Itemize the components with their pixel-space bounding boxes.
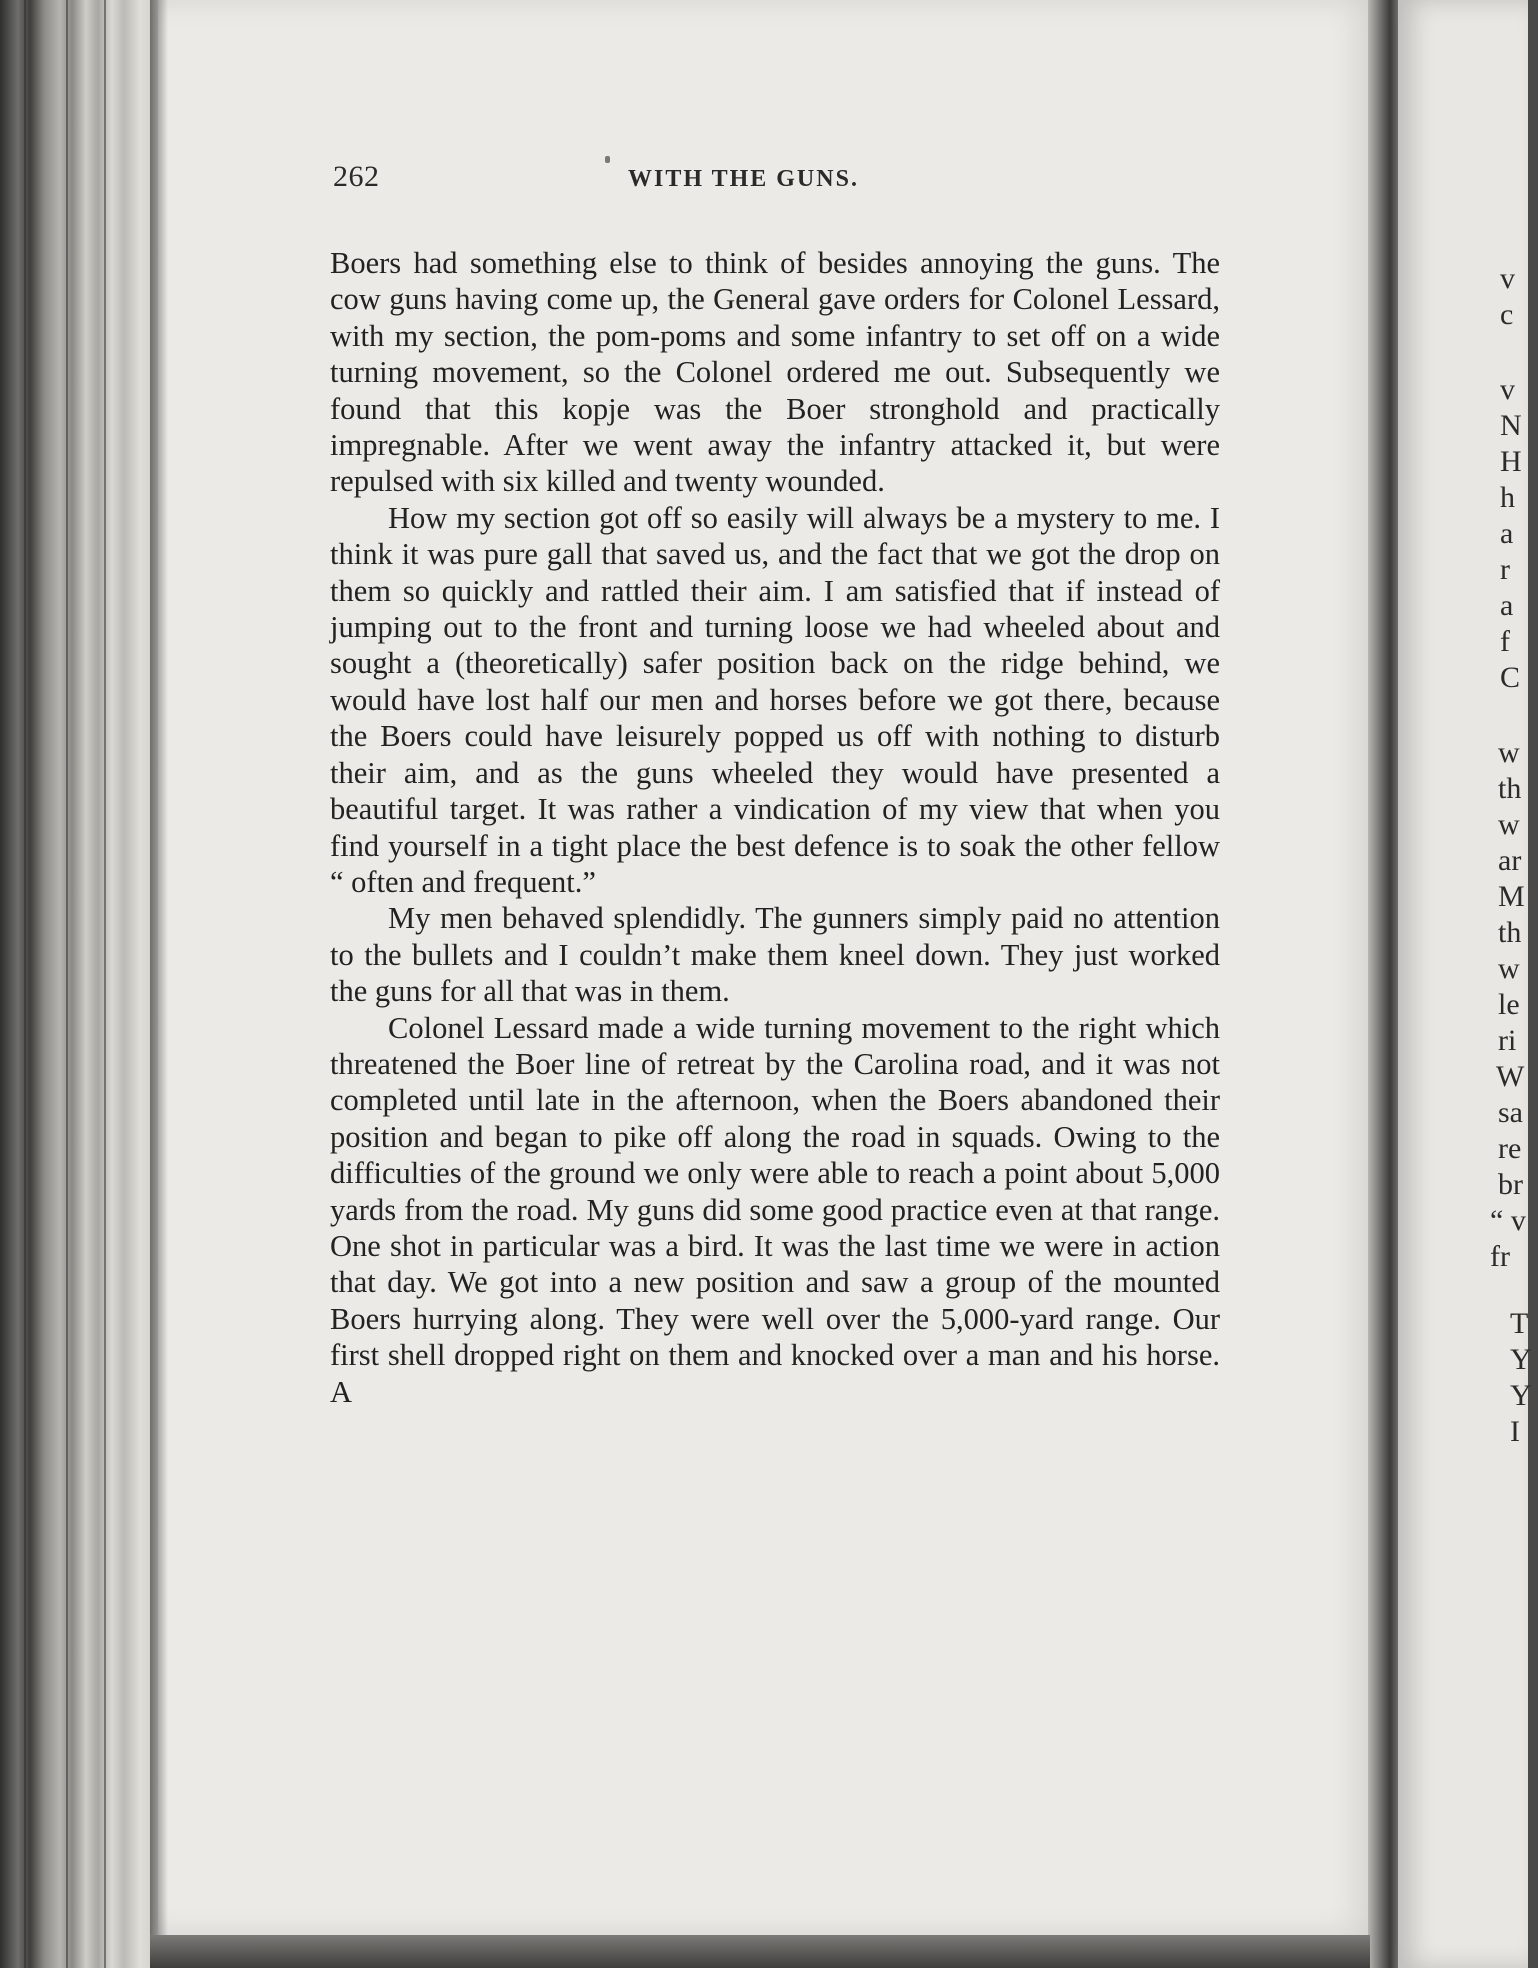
page-edge-line: [66, 0, 68, 1968]
paragraph: Colonel Lessard made a wide turning movement to the right which threatened the Boer line of retreat by the Carolina road, and it was not completed until late in the afternoon, when the Boers abandoned their position and began to pike off along the road in squads. Owing to the difficulties of the ground we only were able to reach a point about 5,000 yards from the road. My guns did some good practice even at that range. One shot in particular was a bird. It was the last time we were in action that day. We got into a new position and saw a group of the mounted Boers hurrying along. They were well over the 5,000-yard range. Our first shell dropped right on them and knocked over a man and his horse. A: [330, 1010, 1220, 1409]
right-page-fragment: Y: [1510, 1379, 1532, 1412]
right-page-fragment: v: [1500, 262, 1515, 295]
paragraph: My men behaved splendidly. The gunners simply paid no attention to the bullets and I couldn’t make them kneel down. They just worked the guns for all that was in them.: [330, 901, 1220, 1009]
page-edge-line: [24, 0, 26, 1968]
right-page-fragment: f: [1500, 625, 1510, 658]
right-page-text-fragments: [1478, 0, 1538, 1968]
right-page-fragment: W: [1496, 1060, 1525, 1093]
right-page-fragment: h: [1500, 481, 1515, 514]
right-page-fragment: sa: [1498, 1096, 1523, 1129]
right-page-fragment: r: [1500, 553, 1510, 586]
paragraph: How my section got off so easily will always be a mystery to me. I think it was pure gall that saved us, and the fact that we got the drop on them so quickly and rattled their aim. I am satisfied that if instead of jumping out to the front and turning loose we had wheeled about and sought a (theoretically) safer position back on the ridge behind, we would have lost half our men and horses before we got there, because the Boers could have leisurely popped us off with nothing to disturb their aim, and as the guns wheeled they would have presented a beautiful target. It was rather a vindication of my view that when you find yourself in a tight place the best defence is to soak the other fellow “ often and frequent.”: [330, 500, 1220, 899]
right-page-fragment: I: [1510, 1415, 1520, 1448]
right-page-fragment: w: [1498, 736, 1520, 769]
right-page-fragment: w: [1498, 952, 1520, 985]
right-page-fragment: th: [1498, 772, 1522, 805]
right-page-fragment: M: [1498, 880, 1525, 913]
book-gutter: [1368, 0, 1400, 1968]
right-page-fragment: v: [1500, 373, 1515, 406]
right-page-fragment: Y: [1510, 1343, 1532, 1376]
right-page-fragment: w: [1498, 808, 1520, 841]
running-head: [333, 160, 1223, 204]
right-page-fragment: th: [1498, 916, 1522, 949]
body-text: [330, 245, 1220, 1410]
right-page-fragment: “ v: [1490, 1204, 1526, 1237]
bottom-shadow: [150, 1935, 1370, 1968]
page-edge-line: [104, 0, 106, 1968]
paragraph: Boers had something else to think of besides annoying the guns. The cow guns having come up, the General gave orders for Colonel Lessard, with my section, the pom-poms and some infantry to set off on a wide turning movement, so the Colonel ordered me out. Subsequently we found that this kopje was the Boer stronghold and practically impregnable. After we went away the infantry attacked it, but were repulsed with six killed and twenty wounded.: [330, 246, 1220, 499]
page-header-title: WITH THE GUNS.: [628, 166, 859, 192]
page-number: 262: [333, 160, 380, 193]
right-page-fragment: C: [1500, 661, 1521, 694]
right-page-fragment: ri: [1498, 1024, 1517, 1057]
right-page-fragment: br: [1498, 1168, 1523, 1201]
right-page-fragment: c: [1500, 298, 1514, 331]
right-page-fragment: a: [1500, 517, 1514, 550]
right-page-fragment: a: [1500, 589, 1514, 622]
right-page-fragment: ar: [1498, 844, 1522, 877]
right-page-fragment: fr: [1490, 1240, 1510, 1273]
right-page-fragment: T: [1510, 1307, 1529, 1340]
right-page-fragment: N: [1500, 409, 1522, 442]
right-page-fragment: le: [1498, 988, 1520, 1021]
page-shadow: [150, 0, 168, 1968]
right-page-fragment: H: [1500, 445, 1522, 478]
right-page-fragment: re: [1498, 1132, 1522, 1165]
